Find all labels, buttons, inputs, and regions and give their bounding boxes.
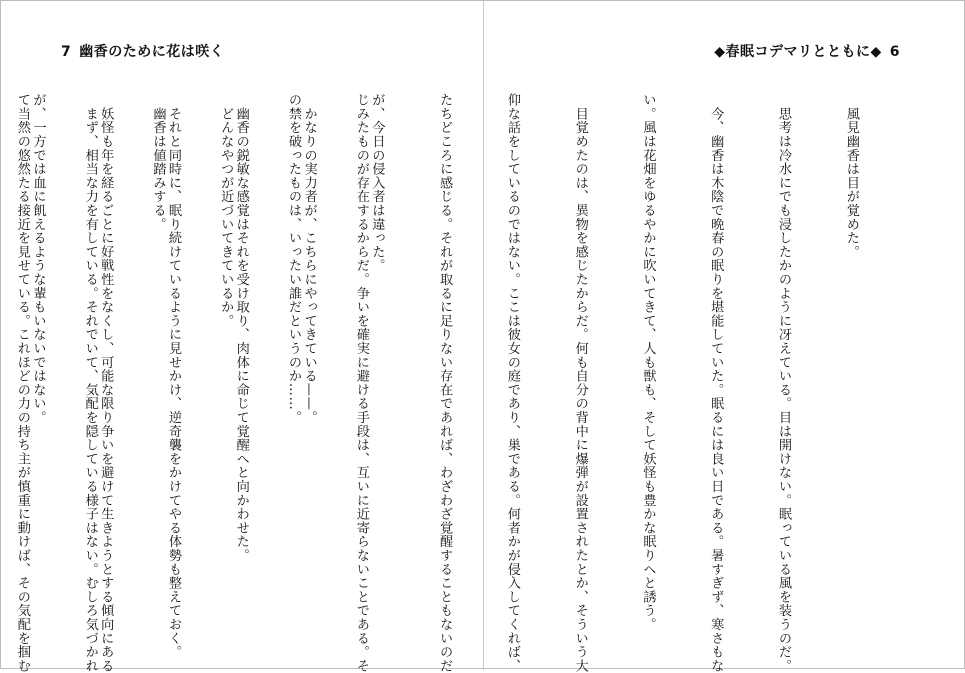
left-running-title: 幽香のために花は咲く (79, 44, 225, 60)
text-column: 風見幽香は目が覚めた。 (843, 93, 859, 259)
text-column: が、今日の侵入者は違った。 (369, 93, 385, 273)
text-column: じみたものが存在するからだ。争いを確実に避ける手段は、互いに近寄らないことである。そ (353, 93, 369, 673)
text-column: 幽香の鋭敏な感覚はそれを受け取り、肉体に命じて覚醒へと向かわせた。 (233, 93, 249, 563)
text-column: かなりの実力者が、こちらにやってきている——。 (301, 93, 317, 425)
text-column: たちどころに感じる。それが取るに足りない存在であれば、わざわざ覚醒することもないのだ (437, 93, 453, 673)
text-column: の禁を破ったものは、いったい誰だというのか……。 (286, 93, 302, 425)
text-column: い。風は花畑をゆるやかに吹いてきて、人も獣も、そして妖怪も豊かな眠りへと誘う。 (640, 93, 656, 632)
left-page-header (53, 41, 224, 61)
text-column: まず、相当な力を有している。それでいて、気配を隠している様子はない。むしろ気づかれ (82, 93, 98, 673)
text-column: 目覚めたのは、異物を感じたからだ。何も自分の背中に爆弾が設置されたとか、そういう大 (572, 93, 588, 673)
text-column: 今、幽香は木陰で晩春の眠りを堪能していた。眠るには良い日である。暑すぎず、寒さもな (708, 93, 724, 673)
text-column: 思考は冷水にでも浸したかのように冴えている。目は開けない。眠っている風を装うのだ。 (776, 93, 792, 673)
text-column: それと同時に、眠り続けているように見せかけ、逆奇襲をかけてやる体勢も整えておく。 (166, 93, 181, 659)
text-column: どんなやつが近づいてきているか。 (218, 93, 234, 328)
left-page-number: 7 (61, 44, 72, 60)
text-column: 幽香は値踏みする。 (150, 93, 166, 231)
text-column: 妖怪も年を経るごとに好戦性をなくし、可能な限り争いを避けて生きようとする傾向にある (98, 93, 114, 673)
text-column: 仰な話をしているのではない。ここは彼女の庭であり、巣である。何者かが侵入してくれば、 (504, 93, 520, 673)
right-page-number: 6 (889, 44, 900, 60)
text-column: て当然の悠然たる接近を見せている。これほどの力の持ち主が慎重に動けば、その気配を掴む (14, 93, 30, 673)
right-running-title: ◆春眠コデマリとともに◆ (714, 44, 882, 60)
right-page-header (714, 41, 908, 61)
text-column: が、一方では血に飢えるような輩もいないではない。 (30, 93, 46, 425)
